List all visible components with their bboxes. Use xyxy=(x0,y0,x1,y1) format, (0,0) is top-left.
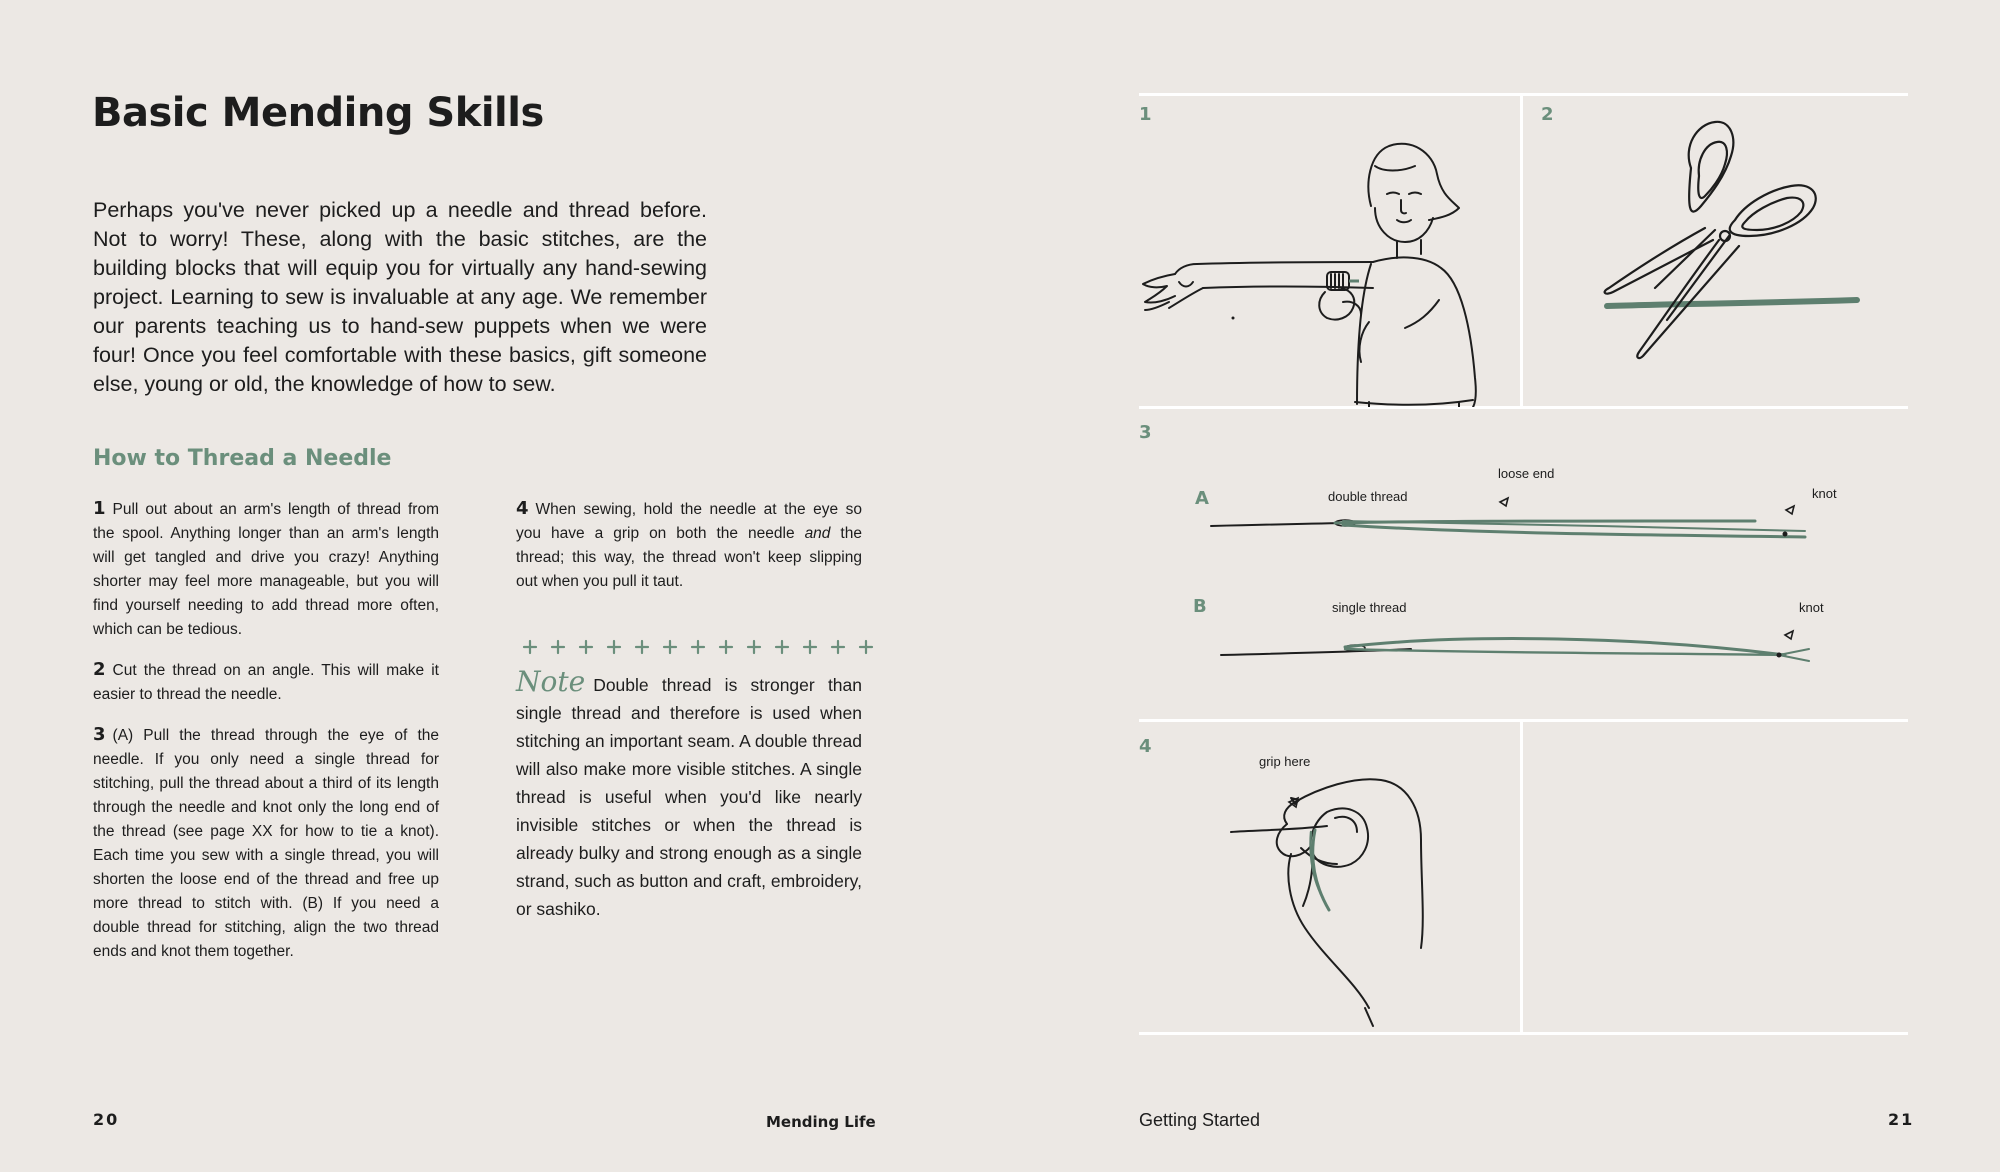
page-number-left: 20 xyxy=(93,1110,120,1129)
note-paragraph xyxy=(516,665,862,923)
step-text: (A) Pull the thread through the eye of the needle. If you only need a single thread for stitching, pull the thread about a third of its length through the needle and knot only the long end of the thread (see page XX for how to tie a knot). Each time you sew with a single thread, you will shorten the loose end of the thread and free up more thread to stitch with. (B) If you need a double thread for stitching, align the two thread ends and knot them together. xyxy=(93,727,439,960)
steps-column-left xyxy=(93,497,439,980)
label-loose-end: loose end xyxy=(1498,466,1555,481)
step-text-emphasis: and xyxy=(804,525,831,542)
step-1 xyxy=(93,497,439,642)
scissors-cutting-thread-illustration xyxy=(1523,96,1908,407)
label-knot-a: knot xyxy=(1812,486,1837,501)
step-3 xyxy=(93,723,439,964)
step-text: Cut the thread on an angle. This will make it easier to thread the needle. xyxy=(93,662,439,703)
grid-rule-bottom xyxy=(1139,1032,1908,1035)
step-4 xyxy=(516,497,862,594)
running-head-left: Mending Life xyxy=(766,1113,876,1131)
grid-rule-vertical-bottom xyxy=(1520,719,1523,1035)
diagram-label-b: B xyxy=(1193,596,1207,617)
step-number: 4 xyxy=(516,498,529,519)
person-measuring-thread-illustration xyxy=(1139,96,1520,407)
label-single-thread: single thread xyxy=(1332,600,1407,615)
label-grip-here: grip here xyxy=(1259,754,1311,769)
step-2 xyxy=(93,658,439,707)
step-number: 1 xyxy=(93,498,106,519)
label-double-thread: double thread xyxy=(1328,489,1408,504)
label-knot-b: knot xyxy=(1799,600,1824,615)
intro-paragraph: Perhaps you've never picked up a needle and thread before. Not to worry! These, along with the basic stitches, are the building blocks that will equip you for virtually any hand-sewing project. Learning to sew is invaluable at any age. We remember our parents teaching us to hand-sew puppets when we were four! Once you feel comfortable with these basics, gift someone else, young or old, the knowledge of how to sew. xyxy=(93,198,707,396)
step-number: 3 xyxy=(93,724,106,745)
cross-stitch-divider xyxy=(516,634,876,660)
needle-threading-diagrams xyxy=(1139,409,1908,719)
step-text: the thread; this way, the thread won't keep slipping out when you pull it taut. xyxy=(516,525,862,590)
note-label: Note xyxy=(516,665,586,698)
page-title: Basic Mending Skills xyxy=(92,90,544,136)
panel-number-4: 4 xyxy=(1139,736,1152,757)
steps-column-right xyxy=(516,497,862,610)
step-text: When sewing, hold the needle at the eye so you have a grip on both the needle xyxy=(516,501,862,542)
hand-holding-needle-illustration xyxy=(1139,722,1520,1032)
section-heading: How to Thread a Needle xyxy=(93,446,392,471)
panel-number-3: 3 xyxy=(1139,422,1152,443)
panel-number-1: 1 xyxy=(1139,104,1152,125)
step-text: Pull out about an arm's length of thread from the spool. Anything longer than an arm's length will get tangled and drive you crazy! Anything shorter may feel more manageable, but you will find yourself needing to add thread more often, which can be tedious. xyxy=(93,501,439,638)
diagram-label-a: A xyxy=(1195,488,1209,509)
running-head-right: Getting Started xyxy=(1139,1110,1261,1130)
page-number-right: 21 xyxy=(1888,1110,1915,1129)
step-number: 2 xyxy=(93,659,106,680)
panel-number-2: 2 xyxy=(1541,104,1554,125)
note-text: Double thread is stronger than single thread and therefore is used when stitching an important seam. A double thread will also make more visible stitches. A single thread is useful when you'd like nearly invisible stitches or when the thread is already bulky and strong enough as a single strand, such as button and craft, embroidery, or sashiko. xyxy=(516,675,862,919)
